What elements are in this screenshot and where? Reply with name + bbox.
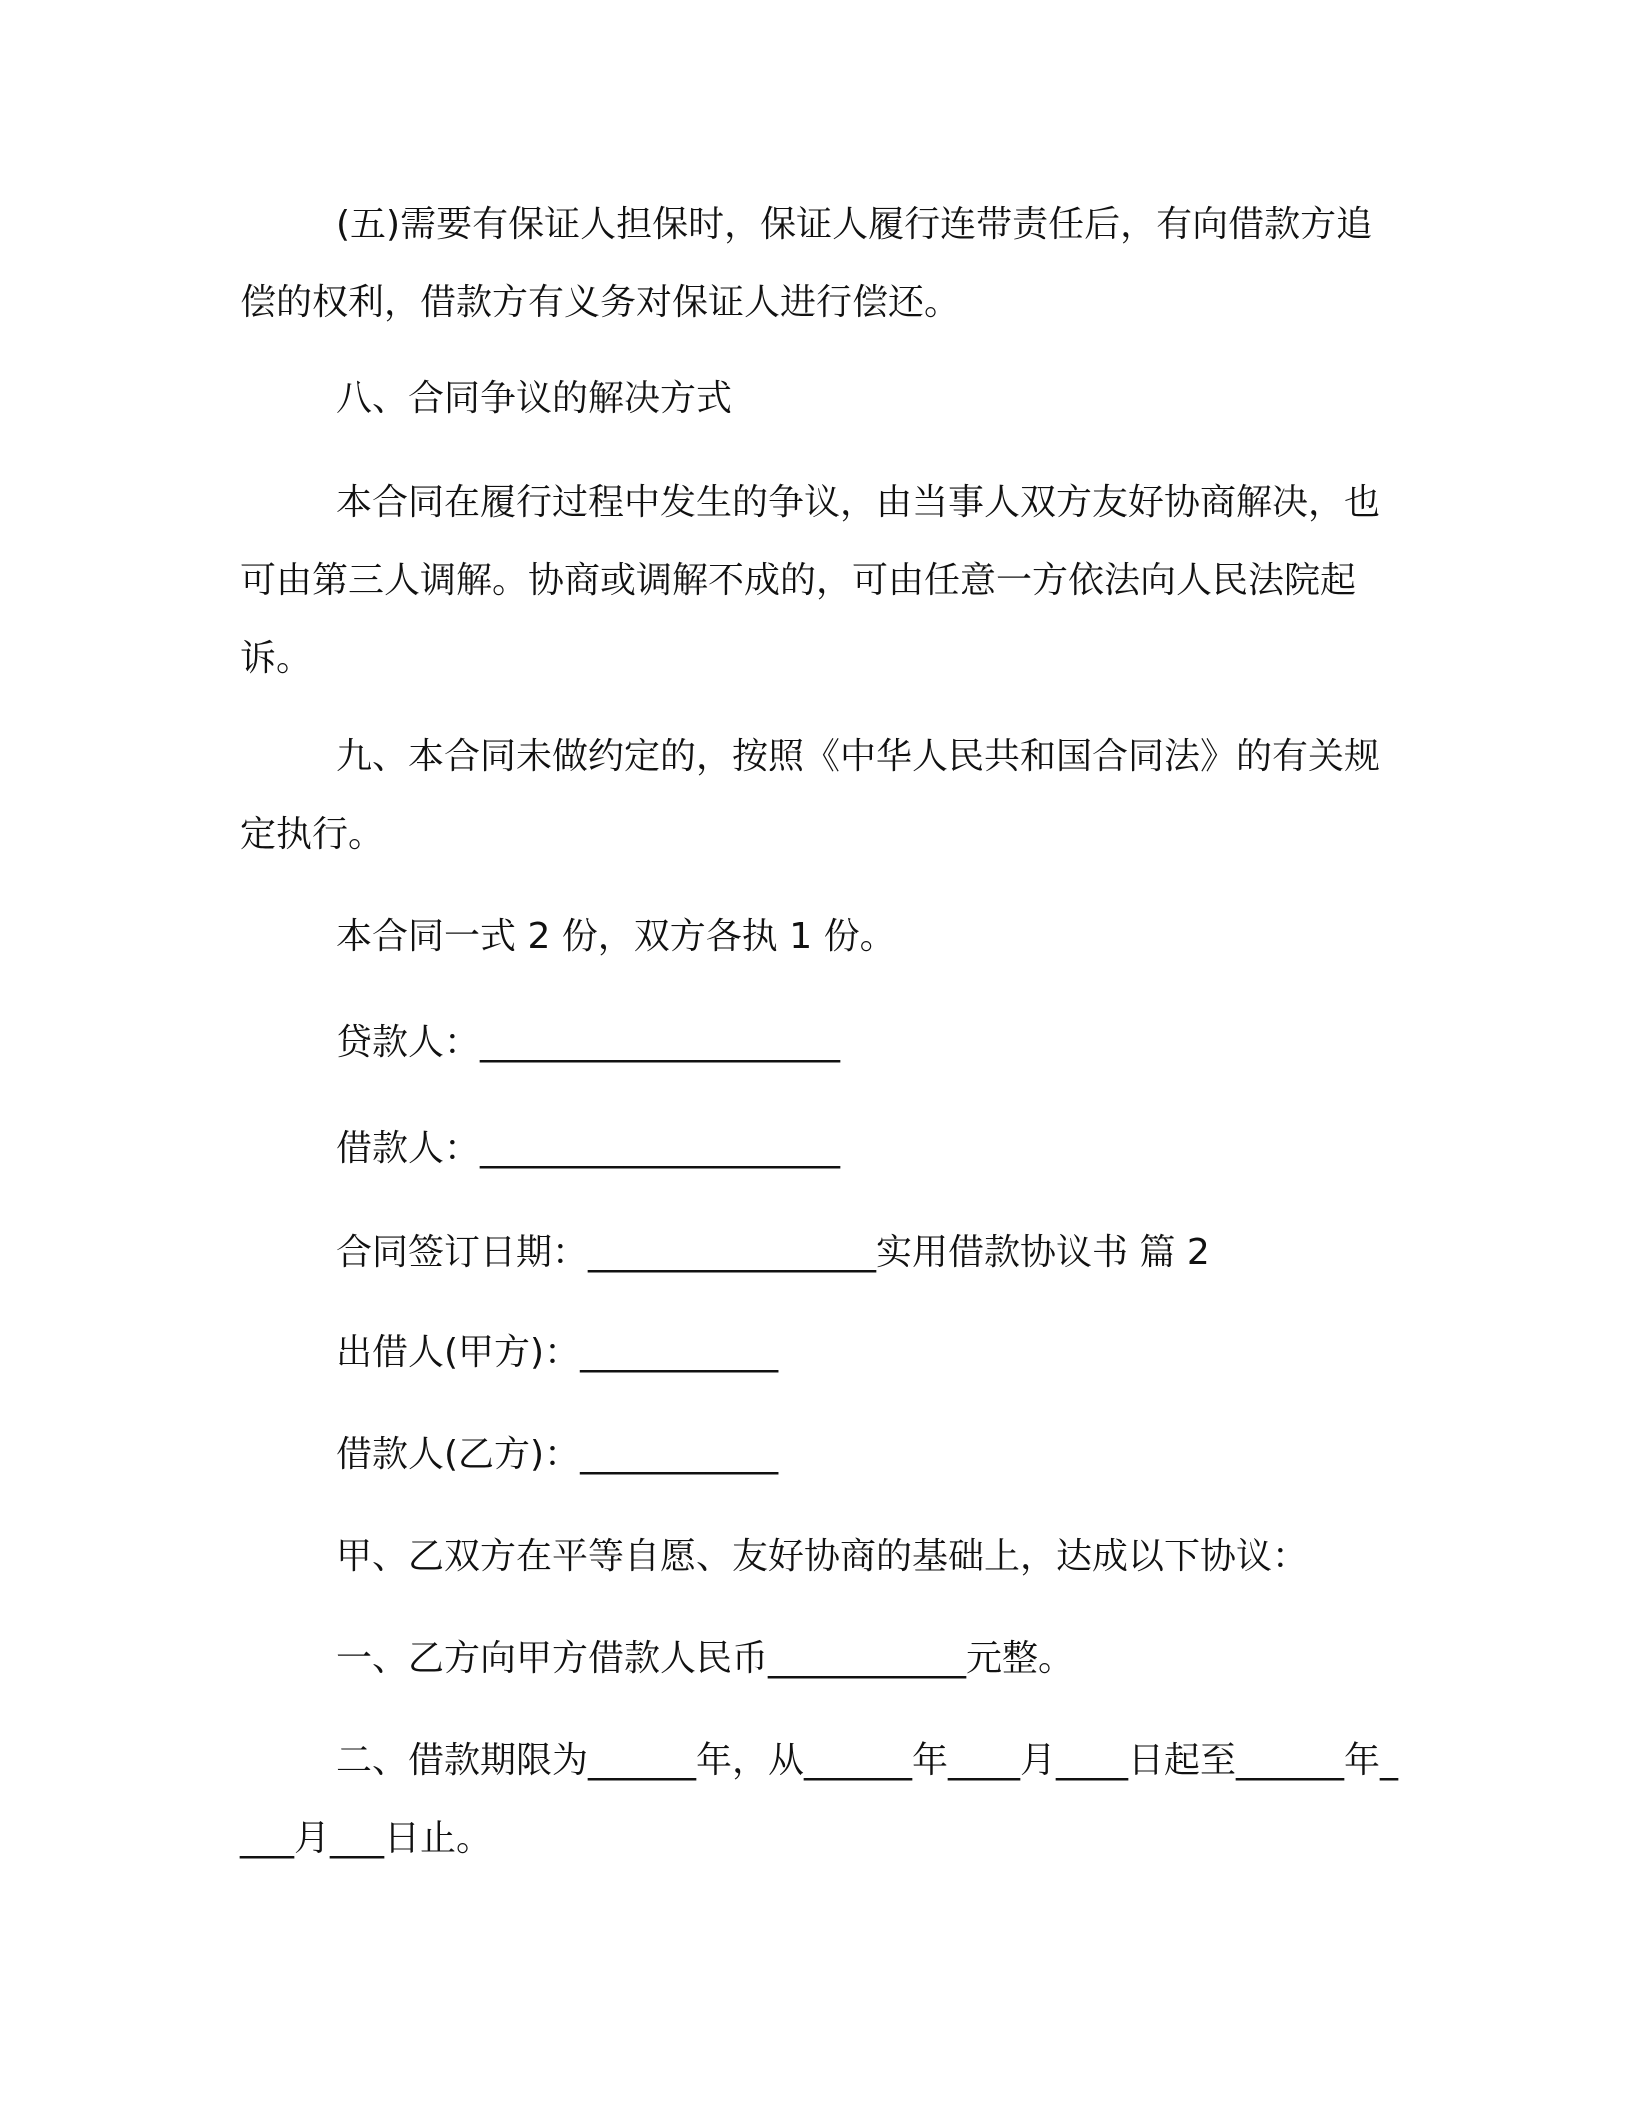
- clause-guarantor-recourse: (五)需要有保证人担保时，保证人履行连带责任后，有向借款方追偿的权利，借款方有义务对保证人进行偿还。: [240, 204, 1373, 323]
- lender-signature-line: 贷款人：____________________: [336, 1022, 841, 1063]
- borrower-party-b-line: 借款人(乙方)：___________: [336, 1434, 779, 1475]
- section-heading-dispute-resolution: 八、合同争议的解决方式: [336, 378, 733, 419]
- agreement-intro: 甲、乙双方在平等自愿、友好协商的基础上，达成以下协议：: [336, 1536, 1309, 1577]
- clause-loan-amount: 一、乙方向甲方借款人民币___________元整。: [336, 1638, 1075, 1679]
- clause-loan-term: 二、借款期限为______年，从______年____月____日起至______年____月___日止。: [240, 1740, 1399, 1859]
- clause-contract-law: 九、本合同未做约定的，按照《中华人民共和国合同法》的有关规定执行。: [240, 736, 1381, 855]
- signing-date-and-next-title: 合同签订日期：________________实用借款协议书 篇 2: [336, 1232, 1210, 1273]
- borrower-signature-line: 借款人：____________________: [336, 1128, 841, 1169]
- copies-statement: 本合同一式 2 份，双方各执 1 份。: [336, 916, 896, 957]
- clause-dispute-resolution: 本合同在履行过程中发生的争议，由当事人双方友好协商解决，也可由第三人调解。协商或调解不成的，可由任意一方依法向人民法院起诉。: [240, 482, 1381, 679]
- lender-party-a-line: 出借人(甲方)：___________: [336, 1332, 779, 1373]
